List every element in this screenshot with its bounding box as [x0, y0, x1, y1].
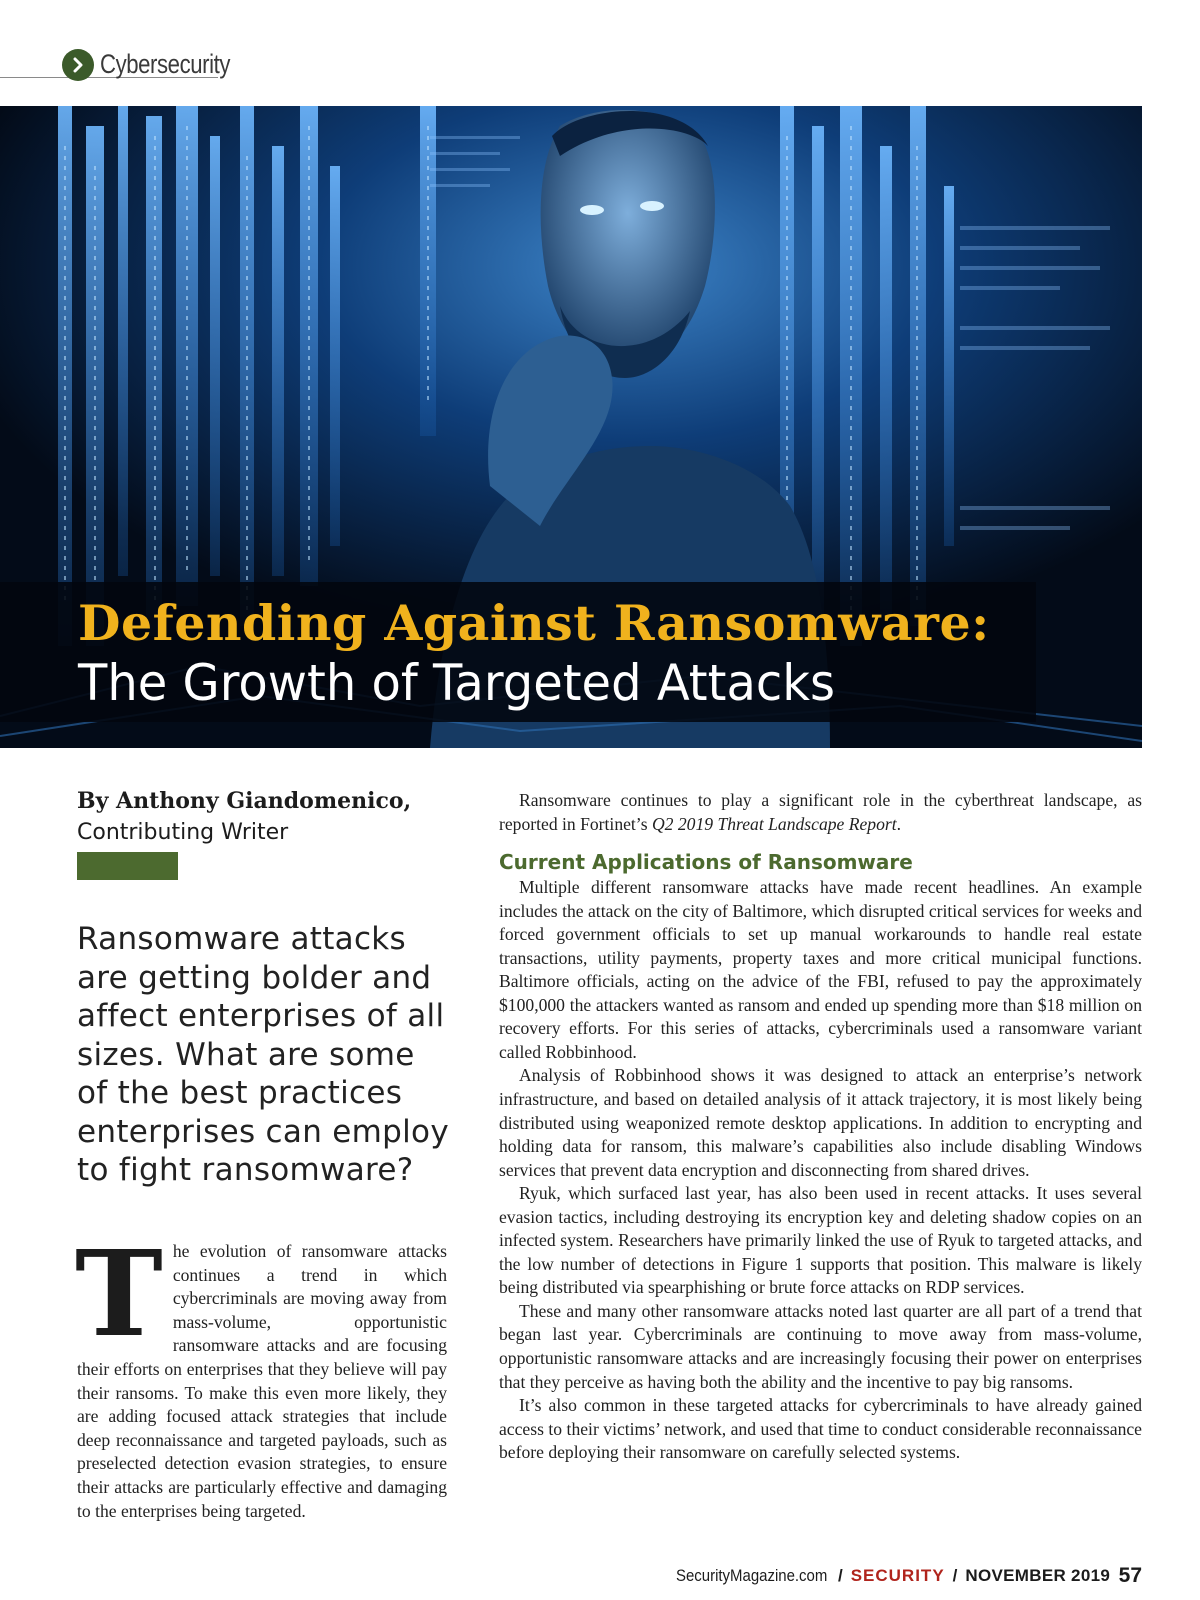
footer-separator: /	[837, 1566, 843, 1585]
deck-line: are getting bolder and	[77, 959, 432, 996]
body-paragraph: Analysis of Robbinhood shows it was designed to attack an enterprise’s network infrastructure, and based on detailed analysis of it attack trajectory, it is most likely being distributed using weaponized remote desktop applications. In addition to encrypting and holding data for ransom, this malware’s capabilities also include disabling Windows services that prevent data encryption and disconnecting from shared drives.	[499, 1065, 1142, 1180]
deck-line: Ransomware attacks	[77, 921, 407, 957]
drop-cap: T	[75, 1224, 163, 1363]
footer-date: NOVEMBER 2019	[965, 1566, 1111, 1585]
deck-text	[77, 920, 462, 1190]
deck-line: to fight ransomware?	[77, 1152, 414, 1188]
body-paragraph: It’s also common in these targeted attacks for cybercriminals to have already gained access to their victims’ network, and used that time to conduct considerable reconnaissance before deploying their ransomware on carefully selected systems.	[499, 1395, 1142, 1463]
intro-text: he evolution of ransomware attacks continues a trend in which cybercriminals are moving away from mass-volume, opportunistic ransomware attacks and are focusing their efforts on enterprises that they believe will pay their ransoms. To make this even more likely, they are adding focused attack strategies that include deep reconnaissance and targeted payloads, such as preselected detection evasion strategies, to ensure their attacks are particularly effective and damaging to the enterprises being targeted.	[77, 1241, 447, 1521]
byline	[77, 788, 457, 845]
subheading: Current Applications of Ransomware	[499, 850, 913, 875]
section-label: Cybersecurity	[100, 49, 231, 79]
author-role: Contributing Writer	[77, 820, 289, 845]
chevron-right-icon	[62, 49, 94, 81]
footer-magazine: SECURITY	[850, 1566, 945, 1585]
deck-line: sizes. What are some	[77, 1036, 415, 1073]
footer-website: SecurityMagazine.com	[676, 1566, 828, 1585]
deck-line: of the best practices	[77, 1075, 403, 1111]
body-text: .	[896, 813, 902, 834]
accent-bar	[77, 852, 178, 880]
deck-line: affect enterprises of all	[77, 998, 445, 1034]
article-subtitle: The Growth of Targeted Attacks	[78, 654, 836, 712]
section-header	[0, 44, 230, 84]
body-text: Ransomware continues to play a significant role in the cyberthreat landscape, as reported in Fortinet’s	[499, 790, 1142, 834]
intro-paragraph	[75, 1224, 447, 1523]
body-paragraph: These and many other ransomware attacks noted last quarter are all part of a trend that began last year. Cybercriminals are continuing to move away from mass-volume, opportunistic ransomware attacks and are increasingly focusing their power on enterprises that they perceive as having both the ability and the incentive to pay big ransoms.	[499, 1300, 1142, 1392]
deck-line: enterprises can employ	[77, 1113, 449, 1150]
page-number: 57	[1118, 1564, 1142, 1587]
body-paragraph: Ryuk, which surfaced last year, has also been used in recent attacks. It uses several evasion tactics, including destroying its encryption key and deleting shadow copies on an infected system. Researchers have primarily linked the use of Ryuk to targeted attacks, and the low number of detections in Figure 1 supports that position. This malware is likely being distributed via spearphishing or brute force attacks on RDP services.	[499, 1183, 1142, 1298]
body-paragraph: Multiple different ransomware attacks have made recent headlines. An example includes the attack on the city of Baltimore, which disrupted critical services for weeks and forced government officials to set up manual workarounds to handle real estate transactions, utility payments, property taxes and more critical municipal functions. Baltimore officials, acting on the advice of the FBI, refused to pay the approximately $100,000 the attackers wanted as ransom and ended up spending more than $18 million on recovery efforts. For this series of attacks, cybercriminals used a ransomware variant called Robbinhood.	[499, 877, 1142, 1062]
hero-image	[0, 106, 1142, 748]
author-name: By Anthony Giandomenico,	[77, 788, 412, 814]
article-title: Defending Against Ransomware:	[78, 594, 990, 652]
page-footer	[676, 1562, 1142, 1590]
report-title: Q2 2019 Threat Landscape Report	[651, 813, 897, 834]
body-column	[499, 789, 1142, 1465]
footer-separator: /	[952, 1566, 958, 1585]
body-paragraph	[499, 789, 1142, 836]
